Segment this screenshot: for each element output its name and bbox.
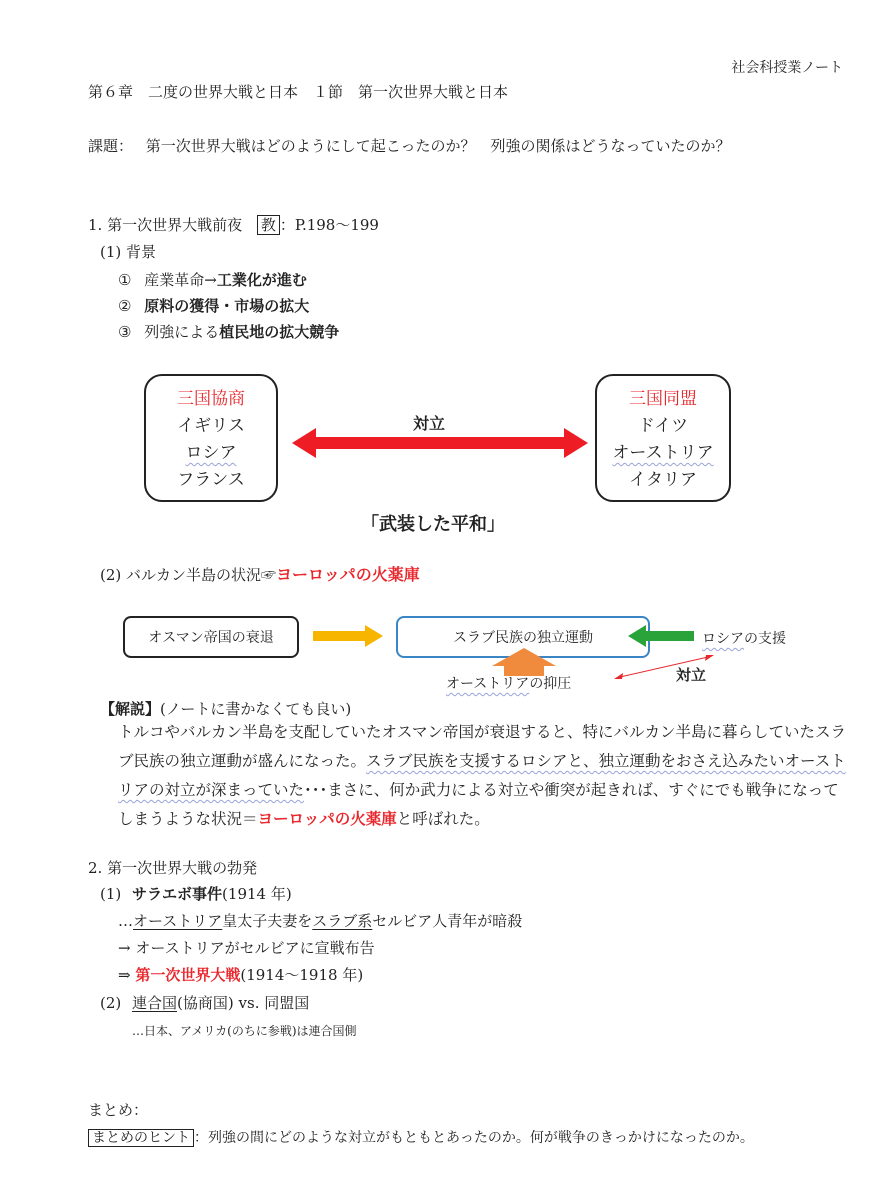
- explanation-text: トルコやバルカン半島を支配していたオスマン帝国が衰退すると、特にバルカン半島に暮らしていたスラブ民族の独立運動が盛んになった。: [118, 723, 847, 770]
- item-text: 産業革命→: [144, 271, 217, 289]
- russia-suffix: の支援: [744, 631, 786, 647]
- alliance-member: イタリア: [629, 470, 697, 490]
- powder-keg-label: ヨーロッパの火薬庫: [276, 565, 420, 584]
- alliance-title: 三国同盟: [629, 389, 697, 409]
- entente-title: 三国協商: [177, 389, 245, 409]
- sarajevo-incident: サラエボ事件: [132, 885, 223, 903]
- summary-label: まとめ：: [88, 1101, 149, 1119]
- explanation-note: (ノートに書かなくても良い): [160, 700, 352, 718]
- triple-alliance-box: [595, 374, 731, 502]
- item-text: 列強による: [144, 323, 220, 341]
- explanation-text: と呼ばれた。: [396, 810, 490, 828]
- declaration-line: → オーストリアがセルビアに宣戦布告: [118, 939, 375, 957]
- slav-underlined: スラブ系: [312, 912, 373, 930]
- allies-note: …日本、アメリカ(のちに参戦)は連合国側: [132, 1024, 357, 1038]
- russia-label: ロシア: [702, 631, 744, 647]
- sub-number: (1): [100, 885, 122, 903]
- sub2-title-line: [100, 565, 420, 585]
- explanation-heading: [100, 699, 351, 719]
- arrow-right-icon: [313, 625, 383, 647]
- ww1-term: 第一次世界大戦: [135, 966, 241, 984]
- item-bold: 植民地の拡大競争: [219, 323, 340, 341]
- background-item-2: [118, 296, 309, 316]
- austria-underlined: オーストリア: [133, 912, 223, 930]
- arrow-up-icon: [492, 648, 556, 676]
- russia-support-label: [702, 628, 786, 648]
- summary-hint-line: [88, 1128, 754, 1148]
- ww1-line: [118, 965, 363, 985]
- entente-member: フランス: [177, 470, 245, 490]
- line-text: 皇太子夫妻を: [222, 912, 313, 930]
- explanation-underlined: スラブ民族を支援するロシアと、独立運動をおさえ込みたいオーストリアの対立が深まっていた: [118, 752, 846, 799]
- background-item-1: [118, 270, 307, 290]
- task-line: [88, 136, 731, 156]
- item-bold: 原料の獲得・市場の拡大: [144, 297, 310, 315]
- conflict-label: 対立: [676, 666, 707, 684]
- textbook-pages: ：P.198～199: [279, 216, 379, 234]
- section1-title: 1. 第一次世界大戦前夜: [88, 216, 243, 234]
- rivalry-label: 対立: [413, 414, 446, 433]
- sarajevo-year: (1914 年): [222, 885, 292, 903]
- allies-term: 連合国: [132, 994, 178, 1012]
- austria-oppression-label: [446, 673, 571, 693]
- item-number: ①: [118, 271, 132, 289]
- armed-peace-caption: 「武装した平和」: [361, 514, 505, 535]
- sub-number: (2): [100, 994, 122, 1012]
- allies-rest: (協商国) vs. 同盟国: [177, 994, 310, 1012]
- sub1-title: (1) 背景: [100, 243, 157, 261]
- hint-text: ：列強の間にどのような対立がもともとあったのか。何が戦争のきっかけになったのか。: [194, 1130, 754, 1146]
- line-prefix: …: [118, 912, 133, 930]
- triple-entente-box: [144, 374, 278, 502]
- alliance-member: ドイツ: [637, 416, 689, 436]
- explanation-text: ･･･まさに、何か武力による対立や衝突が起きれば、すぐにでも戦争になってしまうような状況＝: [118, 781, 839, 828]
- ottoman-decline-box: オスマン帝国の衰退: [123, 616, 299, 658]
- hint-label: まとめのヒント: [88, 1129, 194, 1147]
- line-text: セルビア人青年が暗殺: [372, 912, 523, 930]
- background-item-3: [118, 322, 339, 342]
- note-title: 社会科授業ノート: [731, 60, 843, 76]
- entente-member: ロシア: [185, 443, 237, 463]
- item-number: ③: [118, 323, 132, 341]
- arrow-left-icon: [628, 625, 694, 647]
- line-prefix: ⇒: [118, 966, 136, 984]
- double-arrow-icon: [292, 426, 588, 460]
- explanation-paragraph: [118, 718, 848, 834]
- austria-suffix: の抑圧: [529, 676, 572, 692]
- sarajevo-line: [100, 884, 292, 904]
- item-bold: 工業化が進む: [216, 271, 307, 289]
- entente-member: イギリス: [177, 416, 245, 436]
- alliance-member: オーストリア: [612, 443, 714, 463]
- item-number: ②: [118, 297, 132, 315]
- task-text: 第一次世界大戦はどのようにして起こったのか？ 列強の関係はどうなっていたのか？: [145, 137, 731, 155]
- austria-label: オーストリア: [446, 676, 530, 692]
- ww1-years: (1914～1918 年): [240, 966, 364, 984]
- slav-independence-box: スラブ民族の独立運動: [396, 616, 650, 658]
- section1-title-line: [88, 215, 379, 235]
- section2-title: 2. 第一次世界大戦の勃発: [88, 859, 258, 877]
- assassination-line: [118, 911, 522, 931]
- explanation-head: 【解説】: [100, 700, 161, 718]
- powder-keg-term: ヨーロッパの火薬庫: [257, 810, 397, 828]
- chapter-heading: 第６章 二度の世界大戦と日本 １節 第一次世界大戦と日本: [88, 83, 509, 101]
- textbook-mark: 教: [257, 215, 280, 235]
- sub2-title: (2) バルカン半島の状況☞: [100, 566, 277, 584]
- allies-line: [100, 993, 309, 1013]
- task-label: 課題：: [88, 137, 134, 155]
